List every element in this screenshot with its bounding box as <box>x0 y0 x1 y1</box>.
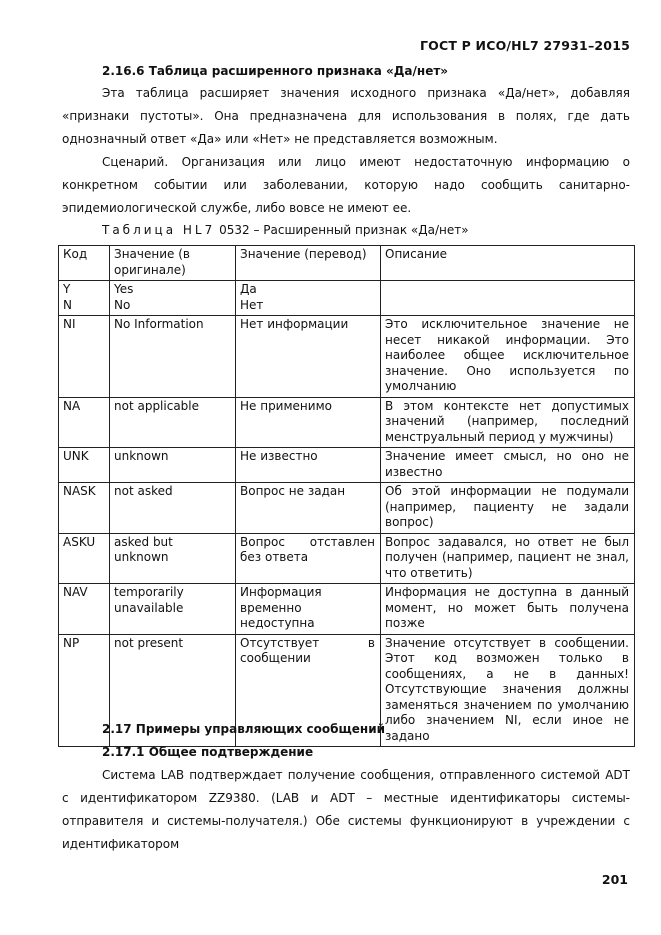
table-row <box>59 533 635 584</box>
column-header-translation: Значение (перевод) <box>236 246 381 281</box>
cell-code: NA <box>59 397 110 448</box>
cell-description: Об этой информации не подумали (например, пациенту не задали вопрос) <box>381 483 635 534</box>
table-caption <box>102 223 469 237</box>
cell-code: NP <box>59 634 110 747</box>
paragraph-text: Эта таблица расширяет значения исходного признака «Да/нет», добавляя «признаки пустоты». Она предназначена для использования в полях, где дать однозначный ответ «Да» или «Нет» не представляется возможным. <box>62 86 630 146</box>
paragraph-scenario <box>62 151 630 220</box>
cell-translated-value: Не известно <box>236 448 381 483</box>
cell-original-value: Yes No <box>110 281 236 316</box>
cell-description: В этом контексте нет допустимых значений (например, последний менструальный период у мужчины) <box>381 397 635 448</box>
column-header-original: Значение (в оригинале) <box>110 246 236 281</box>
cell-translated-value: Отсутствует в сообщении <box>236 634 381 747</box>
document-standard-id: ГОСТ Р ИСО/HL7 27931–2015 <box>420 38 630 53</box>
cell-original-value: asked but unknown <box>110 533 236 584</box>
section-heading-2-16-6: 2.16.6 Таблица расширенного признака «Да/нет» <box>102 64 449 78</box>
column-header-code: Код <box>59 246 110 281</box>
column-header-description: Описание <box>381 246 635 281</box>
cell-description: Значение имеет смысл, но оно не известно <box>381 448 635 483</box>
table-body <box>59 281 635 747</box>
table-row <box>59 448 635 483</box>
cell-code: UNK <box>59 448 110 483</box>
cell-code: NAV <box>59 584 110 635</box>
table-header-row <box>59 246 635 281</box>
table-row <box>59 483 635 534</box>
cell-original-value: No Information <box>110 316 236 398</box>
table-row <box>59 584 635 635</box>
cell-translated-value: Не применимо <box>236 397 381 448</box>
cell-description: Это исключительное значение не несет никакой информации. Это наиболее общее исключительное значение. Оно используется по умолчанию <box>381 316 635 398</box>
cell-original-value: unknown <box>110 448 236 483</box>
cell-description: Вопрос задавался, но ответ не был получен (например, пациент не знал, что ответить) <box>381 533 635 584</box>
cell-translated-value: Нет информации <box>236 316 381 398</box>
cell-original-value: temporarily unavailable <box>110 584 236 635</box>
cell-code: NASK <box>59 483 110 534</box>
paragraph-acknowledgement <box>62 764 630 856</box>
extended-yes-no-table <box>58 245 635 747</box>
table-row <box>59 316 635 398</box>
cell-original-value: not present <box>110 634 236 747</box>
section-heading-2-17: 2.17 Примеры управляющих сообщений <box>102 722 386 736</box>
paragraph-table-purpose <box>62 82 630 151</box>
cell-description: Значение отсутствует в сообщении. Этот код возможен только в сообщениях, а не в данных! Отсутствующие значения должны заменяться значением по умолчанию либо значением NI, если иное не задано <box>381 634 635 747</box>
cell-description: Информация не доступна в данный момент, но может быть получена позже <box>381 584 635 635</box>
table-caption-title: – Расширенный признак «Да/нет» <box>253 223 469 237</box>
cell-translated-value: Вопрос отставлен без ответа <box>236 533 381 584</box>
page-number: 201 <box>601 872 628 887</box>
paragraph-text: Сценарий. Организация или лицо имеют недостаточную информацию о конкретном событии или заболевании, которую надо сообщить санитарно-эпидемиологической службе, либо вовсе не имеют ее. <box>62 155 630 215</box>
cell-translated-value: Информация временно недоступна <box>236 584 381 635</box>
table-row <box>59 281 635 316</box>
cell-code: NI <box>59 316 110 398</box>
table-caption-prefix: Таблица HL7 <box>102 223 216 237</box>
cell-original-value: not applicable <box>110 397 236 448</box>
table-row <box>59 397 635 448</box>
cell-code: ASKU <box>59 533 110 584</box>
cell-translated-value: Да Нет <box>236 281 381 316</box>
cell-description <box>381 281 635 316</box>
cell-original-value: not asked <box>110 483 236 534</box>
cell-code: Y N <box>59 281 110 316</box>
paragraph-text: Система LAB подтверждает получение сообщения, отправленного системой ADT с идентификатором ZZ9380. (LAB и ADT – местные идентификаторы системы-отправителя и системы-получателя.) Обе системы функционируют в учреждении с идентификатором <box>62 768 630 851</box>
cell-translated-value: Вопрос не задан <box>236 483 381 534</box>
table-caption-number: 0532 <box>219 223 250 237</box>
section-heading-2-17-1: 2.17.1 Общее подтверждение <box>102 745 314 759</box>
